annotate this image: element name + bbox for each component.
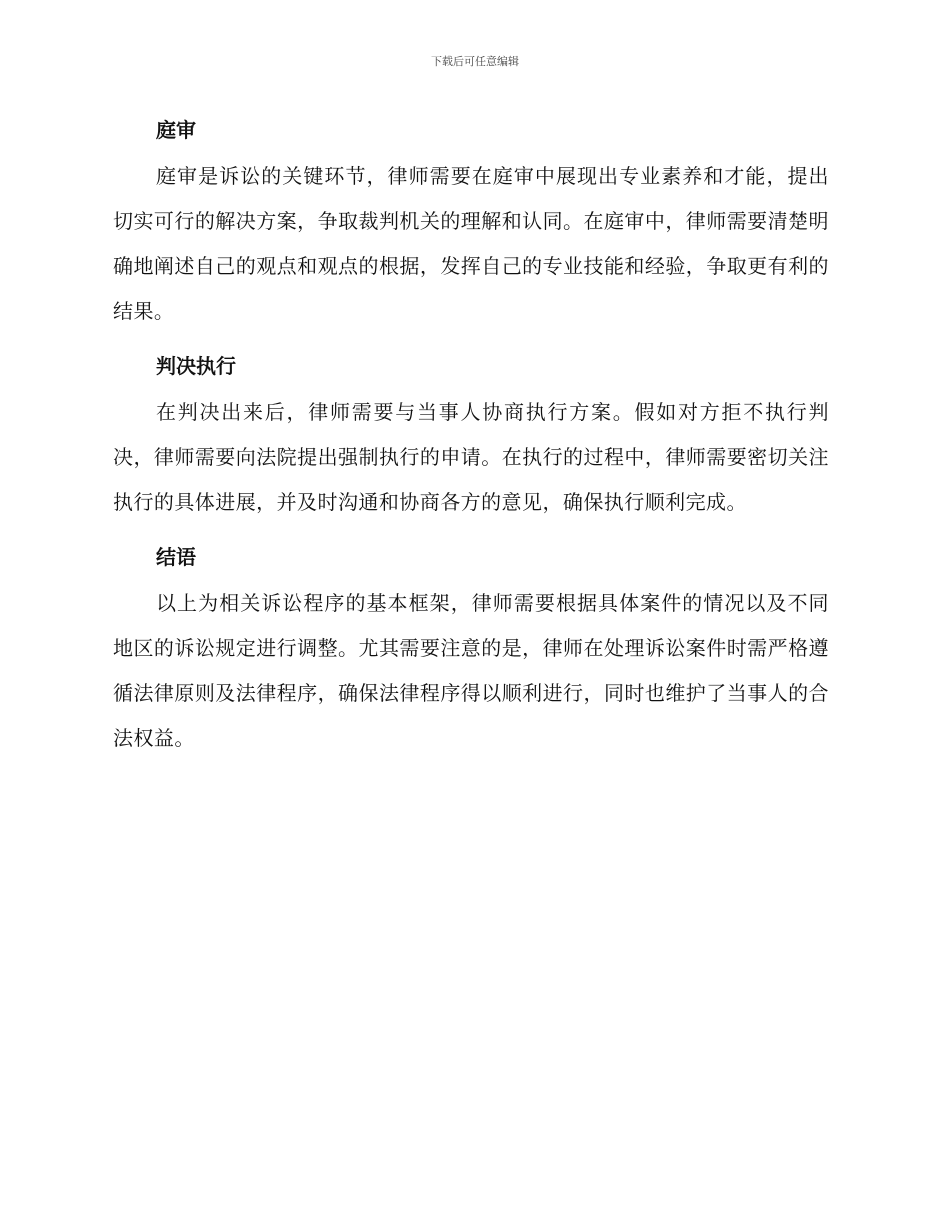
page-header-note: 下载后可任意编辑	[431, 55, 519, 68]
document-body	[113, 110, 829, 773]
section-heading-trial: 庭审	[156, 118, 196, 142]
section-heading-judgment-execution: 判决执行	[156, 354, 236, 378]
section-paragraph-trial: 庭审是诉讼的关键环节，律师需要在庭审中展现出专业素养和才能，提出切实可行的解决方案，争取裁判机关的理解和认同。在庭审中，律师需要清楚明确地阐述自己的观点和观点的根据，发挥自己的专业技能和经验，争取更有利的结果。	[113, 164, 829, 323]
section-heading-conclusion: 结语	[156, 545, 196, 569]
section-paragraph-conclusion: 以上为相关诉讼程序的基本框架，律师需要根据具体案件的情况以及不同地区的诉讼规定进行调整。尤其需要注意的是，律师在处理诉讼案件时需严格遵循法律原则及法律程序，确保法律程序得以顺利进行，同时也维护了当事人的合法权益。	[113, 591, 829, 750]
section-paragraph-judgment-execution: 在判决出来后，律师需要与当事人协商执行方案。假如对方拒不执行判决，律师需要向法院提出强制执行的申请。在执行的过程中，律师需要密切关注执行的具体进展，并及时沟通和协商各方的意见，确保执行顺利完成。	[113, 400, 829, 514]
